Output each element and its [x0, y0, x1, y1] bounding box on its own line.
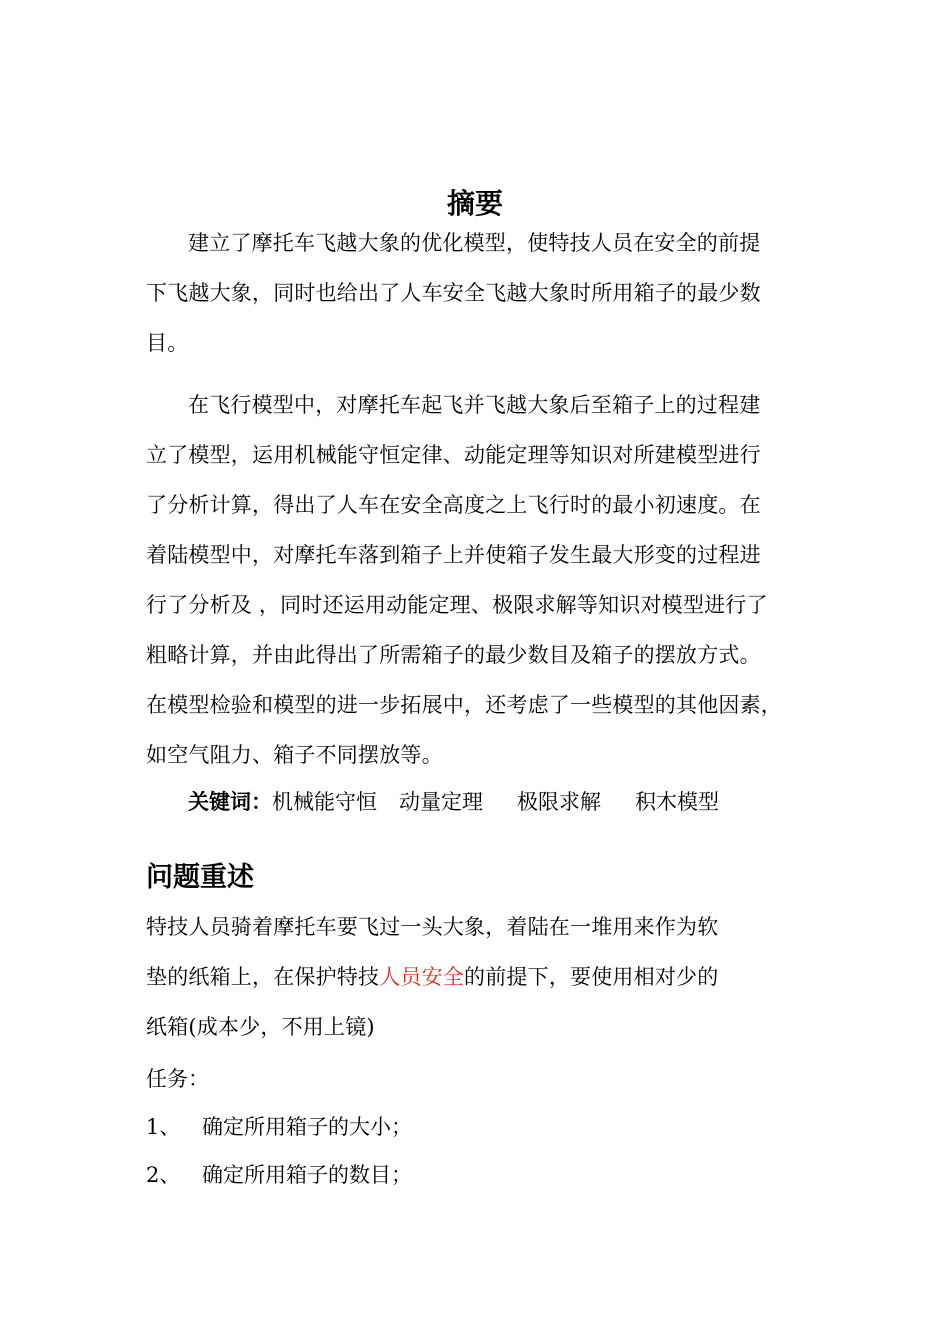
keyword: 动量定理 — [399, 790, 483, 814]
highlighted-text: 人员安全 — [379, 965, 465, 989]
text-line: 下飞越大象，同时也给出了人车安全飞越大象时所用箱子的最少数 — [146, 281, 761, 305]
text-line: 特技人员骑着摩托车要飞过一头大象，着陆在一堆用来作为软 — [146, 915, 719, 939]
text-line: 如空气阻力、箱子不同摆放等。 — [146, 743, 443, 767]
keyword: 机械能守恒 — [272, 790, 377, 814]
task-number: 2、 — [146, 1163, 181, 1187]
keyword: 极限求解 — [517, 790, 601, 814]
text-segment: 的前提下，要使用相对少的 — [464, 965, 719, 989]
text-line: 立了模型，运用机械能守恒定律、动能定理等知识对所建模型进行 — [146, 443, 761, 467]
section-title-problem: 问题重述 — [146, 862, 254, 893]
text-line: 行了分析及 ，同时还运用动能定理、极限求解等知识对模型进行了 — [146, 593, 768, 617]
text-line: 着陆模型中，对摩托车落到箱子上并使箱子发生最大形变的过程进 — [146, 543, 761, 567]
text-line: 建立了摩托车飞越大象的优化模型，使特技人员在安全的前提 — [188, 231, 761, 255]
text-segment: 垫的纸箱上，在保护特技 — [146, 965, 380, 989]
task-text: 确定所用箱子的大小； — [202, 1115, 412, 1139]
abstract-paragraph-1 — [146, 218, 826, 368]
tasks-label: 任务： — [146, 1067, 209, 1091]
abstract-paragraph-2 — [146, 380, 826, 780]
keyword: 积木模型 — [635, 790, 719, 814]
text-line: 目。 — [146, 331, 189, 355]
abstract-title: 摘要 — [446, 187, 503, 220]
task-item — [146, 1153, 412, 1197]
task-text: 确定所用箱子的数目； — [202, 1163, 412, 1187]
task-item — [146, 1105, 412, 1149]
text-line: 了分析计算，得出了人车在安全高度之上飞行时的最小初速度。在 — [146, 493, 761, 517]
text-line: 在飞行模型中，对摩托车起飞并飞越大象后至箱子上的过程建 — [188, 393, 761, 417]
text-line: 粗略计算，并由此得出了所需箱子的最少数目及箱子的摆放方式。 — [146, 643, 761, 667]
text-line — [146, 952, 826, 1002]
keywords-label: 关键词： — [188, 789, 272, 814]
problem-paragraph — [146, 902, 826, 1052]
text-line: 纸箱(成本少，不用上镜) — [146, 1015, 375, 1039]
text-line: 在模型检验和模型的进一步拓展中，还考虑了一些模型的其他因素， — [146, 693, 782, 717]
keywords-line — [188, 780, 719, 824]
task-number: 1、 — [146, 1115, 181, 1139]
